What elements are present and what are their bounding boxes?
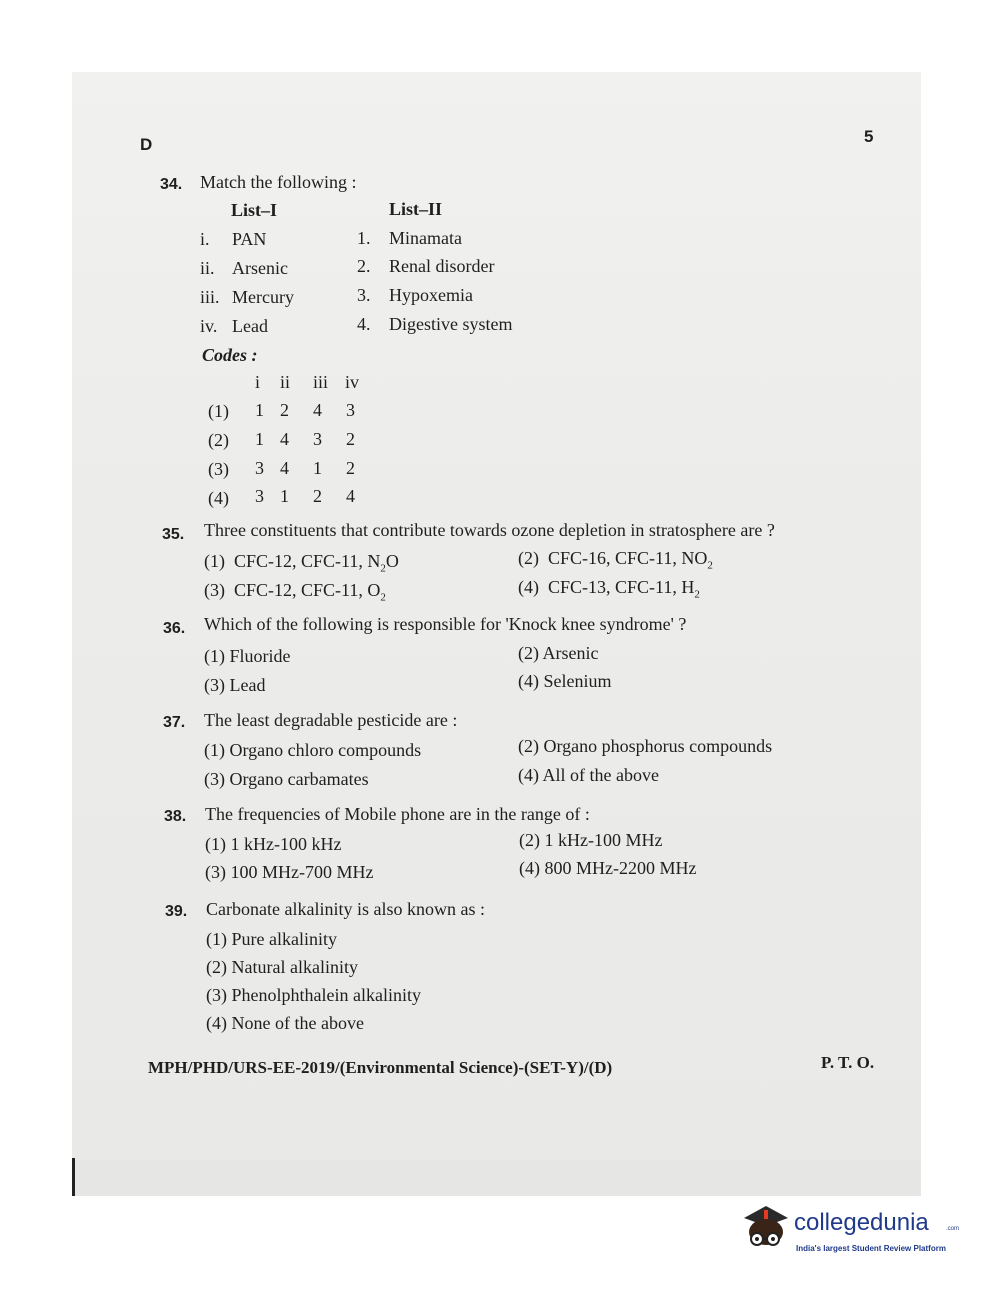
list2-num: 1. bbox=[357, 228, 371, 248]
collegedunia-mascot-icon bbox=[736, 1196, 796, 1256]
list1-roman: iii. bbox=[200, 287, 220, 307]
option-36-3: (3) Lead bbox=[204, 675, 266, 695]
option-38-4: (4) 800 MHz-2200 MHz bbox=[519, 858, 697, 878]
codes-header-cell: ii bbox=[280, 372, 291, 392]
question-37-stem: The least degradable pesticide are : bbox=[204, 710, 458, 730]
option-35-1: (1) CFC-12, CFC-11, $N_2O$ bbox=[204, 551, 399, 575]
scan-bottom-strip bbox=[75, 1160, 921, 1196]
option-37-1: (1) Organo chloro compounds bbox=[204, 740, 422, 760]
code-value: 2 bbox=[280, 400, 289, 420]
question-number-34: 34. bbox=[160, 176, 183, 193]
code-value: 4 bbox=[346, 486, 355, 506]
list1-roman: i. bbox=[200, 229, 210, 249]
page-number: 5 bbox=[864, 127, 874, 146]
list1-roman: iv. bbox=[200, 316, 218, 336]
option-39-2: (2) Natural alkalinity bbox=[206, 957, 358, 977]
question-35-stem: Three constituents that contribute towards ozone depletion in stratosphere are ? bbox=[204, 520, 775, 540]
code-value: 4 bbox=[280, 429, 289, 449]
option-36-2: (2) Arsenic bbox=[518, 643, 599, 663]
option-38-2: (2) 1 kHz-100 MHz bbox=[519, 830, 663, 850]
collegedunia-tld: .com bbox=[946, 1226, 960, 1232]
option-36-1: (1) Fluoride bbox=[204, 646, 291, 666]
question-34-stem: Match the following : bbox=[200, 172, 357, 192]
question-number-36: 36. bbox=[163, 620, 186, 637]
code-option: (3) bbox=[208, 459, 229, 479]
code-value: 4 bbox=[313, 400, 322, 420]
option-35-2: (2) CFC-16, CFC-11, $NO_2$ bbox=[518, 548, 713, 572]
question-number-38: 38. bbox=[164, 808, 187, 825]
codes-header-cell: iii bbox=[313, 372, 329, 392]
list2-item: Hypoxemia bbox=[389, 285, 473, 305]
list2-num: 4. bbox=[357, 314, 371, 334]
list2-item: Renal disorder bbox=[389, 256, 495, 276]
option-35-3: (3) CFC-12, CFC-11, $O_2$ bbox=[204, 580, 386, 604]
option-36-4: (4) Selenium bbox=[518, 671, 612, 691]
option-37-3: (3) Organo carbamates bbox=[204, 769, 369, 789]
please-turn-over: P. T. O. bbox=[821, 1053, 875, 1072]
list2-title: List–II bbox=[389, 199, 443, 219]
code-option: (1) bbox=[208, 401, 229, 421]
question-38-stem: The frequencies of Mobile phone are in the range of : bbox=[205, 804, 590, 824]
code-value: 3 bbox=[255, 486, 264, 506]
code-value: 1 bbox=[255, 400, 264, 420]
code-value: 2 bbox=[346, 458, 355, 478]
codes-header-cell: i bbox=[255, 372, 261, 392]
list1-item: Lead bbox=[232, 316, 268, 336]
exam-code: MPH/PHD/URS-EE-2019/(Environmental Science)-(SET-Y)/(D) bbox=[148, 1058, 613, 1077]
code-value: 3 bbox=[313, 429, 322, 449]
question-39-stem: Carbonate alkalinity is also known as : bbox=[206, 899, 485, 919]
question-number-37: 37. bbox=[163, 714, 186, 731]
list1-item: Mercury bbox=[232, 287, 294, 307]
list1-item: Arsenic bbox=[232, 258, 288, 278]
collegedunia-tagline: India's largest Student Review Platform bbox=[796, 1244, 946, 1253]
code-value: 1 bbox=[313, 458, 322, 478]
code-value: 3 bbox=[346, 400, 355, 420]
question-36-stem: Which of the following is responsible for 'Knock knee syndrome' ? bbox=[204, 614, 687, 634]
list2-item: Minamata bbox=[389, 228, 462, 248]
codes-header-cell: iv bbox=[345, 372, 360, 392]
code-value: 2 bbox=[313, 486, 322, 506]
code-option: (2) bbox=[208, 430, 229, 450]
list2-num: 2. bbox=[357, 256, 371, 276]
option-39-1: (1) Pure alkalinity bbox=[206, 929, 337, 949]
code-value: 2 bbox=[346, 429, 355, 449]
set-letter: D bbox=[140, 135, 153, 154]
option-39-3: (3) Phenolphthalein alkalinity bbox=[206, 985, 421, 1005]
option-38-1: (1) 1 kHz-100 kHz bbox=[205, 834, 342, 854]
code-value: 3 bbox=[255, 458, 264, 478]
codes-label: Codes : bbox=[202, 345, 258, 365]
question-number-39: 39. bbox=[165, 903, 188, 920]
list2-item: Digestive system bbox=[389, 314, 513, 334]
code-value: 1 bbox=[280, 486, 289, 506]
option-39-4: (4) None of the above bbox=[206, 1013, 364, 1033]
question-number-35: 35. bbox=[162, 526, 185, 543]
option-37-4: (4) All of the above bbox=[518, 765, 659, 785]
code-option: (4) bbox=[208, 488, 229, 508]
option-37-2: (2) Organo phosphorus compounds bbox=[518, 736, 773, 756]
code-value: 1 bbox=[255, 429, 264, 449]
option-38-3: (3) 100 MHz-700 MHz bbox=[205, 862, 374, 882]
list1-title: List–I bbox=[231, 200, 278, 220]
list2-num: 3. bbox=[357, 285, 371, 305]
code-value: 4 bbox=[280, 458, 289, 478]
option-35-4: (4) CFC-13, CFC-11, $H_2$ bbox=[518, 577, 700, 601]
list1-roman: ii. bbox=[200, 258, 215, 278]
list1-item: PAN bbox=[232, 229, 267, 249]
collegedunia-brand: collegedunia bbox=[794, 1209, 929, 1236]
